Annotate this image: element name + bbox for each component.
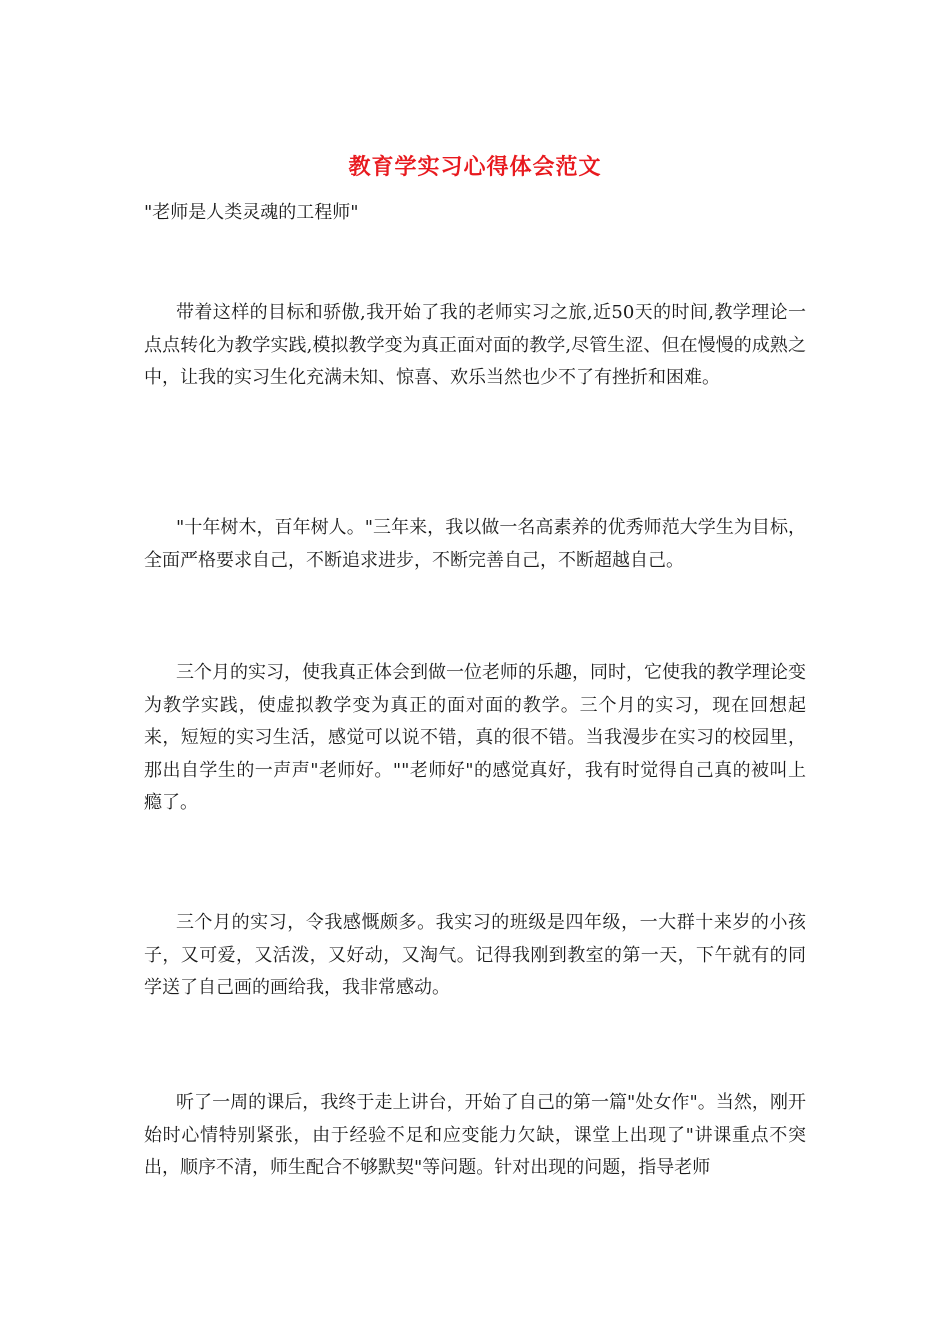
document-subtitle: "老师是人类灵魂的工程师" [144, 202, 359, 223]
paragraph-3: 三个月的实习，使我真正体会到做一位老师的乐趣，同时，它使我的教学理论变为教学实践，使虚拟教学变为真正的面对面的教学。三个月的实习，现在回想起来，短短的实习生活，感觉可以说不错，真的很不错。当我漫步在实习的校园里，那出自学生的一声声"老师好。""老师好"的感觉真好，我有时觉得自己真的被叫上瘾了。 [144, 662, 806, 813]
paragraph-2: "十年树木，百年树人。"三年来，我以做一名高素养的优秀师范大学生为目标，全面严格要求自己，不断追求进步，不断完善自己，不断超越自己。 [144, 517, 806, 571]
paragraph-4: 三个月的实习，令我感慨颇多。我实习的班级是四年级，一大群十来岁的小孩子，又可爱，又活泼，又好动，又淘气。记得我刚到教室的第一天，下午就有的同学送了自己画的画给我，我非常感动。 [144, 912, 806, 998]
document-title: 教育学实习心得体会范文 [348, 154, 602, 180]
paragraph-1: 带着这样的目标和骄傲,我开始了我的老师实习之旅,近50天的时间,教学理论一点点转化为教学实践,模拟教学变为真正面对面的教学,尽管生涩、但在慢慢的成熟之中，让我的实习生化充满未知、惊喜、欢乐当然也少不了有挫折和困难。 [144, 302, 806, 388]
paragraph-5: 听了一周的课后，我终于走上讲台，开始了自己的第一篇"处女作"。当然，刚开始时心情特别紧张，由于经验不足和应变能力欠缺，课堂上出现了"讲课重点不突出，顺序不清，师生配合不够默契"等问题。针对出现的问题，指导老师 [144, 1092, 806, 1178]
